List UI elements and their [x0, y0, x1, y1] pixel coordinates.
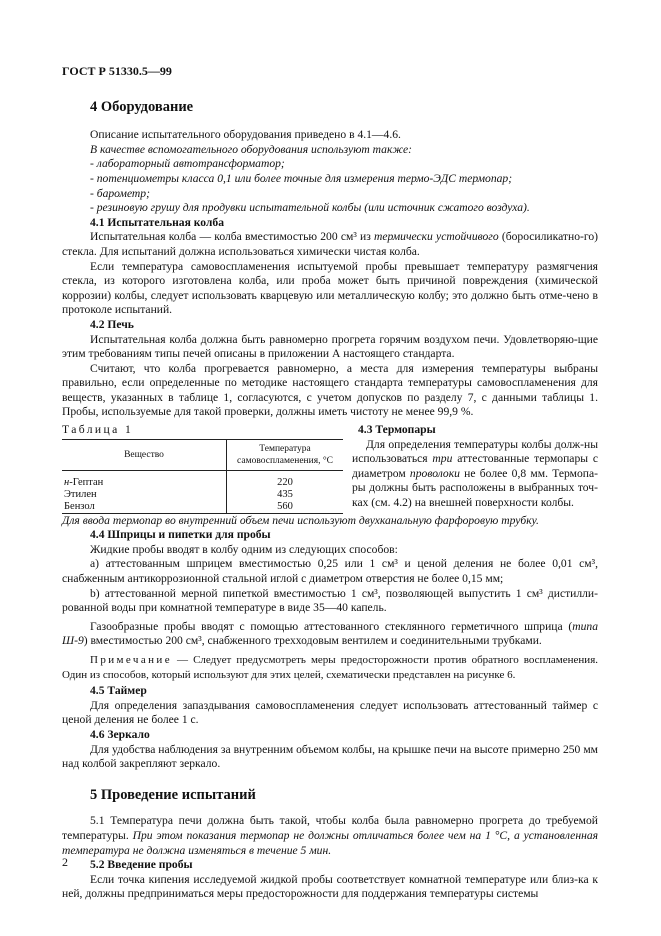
s41-para2: Если температура самовоспламенения испытуемой пробы превышает температуру размягчения стекла, из которого изготовлена колба, или проба может быть причиной повреждения (химической коррозии) колбы, следует использовать кварцевую или металлическую колбу; это должно быть отме-чено в протоколе испытаний. [62, 259, 598, 317]
table-row: н-Гептан 220 [62, 470, 343, 489]
document-header: ГОСТ Р 51330.5—99 [62, 64, 172, 78]
table-and-thermocouples [62, 423, 598, 514]
s44-para1: Жидкие пробы вводят в колбу одним из следующих способов: [90, 542, 398, 556]
s42-para1: Испытательная колба должна быть равномерно прогрета горячим воздухом печи. Удовлетворяю-щие этим требованиям типы печей описаны в приложении А настоящего стандарта. [62, 332, 598, 361]
note: Примечание — Следует предусмотреть меры предосторожности против обратного воспламенения. Один из способов, который используют для этих целей, схематически представлен на рисунке 6. [62, 654, 598, 681]
aux-item: - барометр; [90, 186, 150, 200]
s46-title: 4.6 Зеркало [90, 727, 150, 741]
s43-note: Для ввода термопар во внутренний объем печи используют двухканальную фарфоровую трубку. [62, 513, 539, 527]
s41-title: 4.1 Испытательная колба [90, 215, 225, 229]
aux-item: - резиновую грушу для продувки испытательной колбы (или источник сжатого воздуха). [90, 201, 530, 215]
s52-title: 5.2 Введение пробы [90, 858, 193, 872]
s44-para4: Газообразные пробы вводят с помощью аттестованного стеклянного герметичного шприца (типа Ш-9) вместимостью 200 см³, снабженного трехходовым вентилем и соединительными трубками. [62, 619, 598, 648]
table-block [62, 423, 352, 514]
table-header-substance: Вещество [62, 439, 227, 470]
s42-para2: Считают, что колба прогревается равномерно, а места для измерения температуры выбраны правильно, если определенные по методике настоящего стандарта температуры самовоспламенения для веществ, указанных в таблице 1, согласуются, с учетом допусков по разделу 7, с данными таблицы 1. Пробы, используемые для такой проверки, должны иметь чистоту не менее 99,9 %. [62, 361, 598, 419]
s43-para: Для определения температуры колбы долж-ны использоваться три аттестованные термопары с диаметром проволоки не более 0,8 мм. Термопа-ры должны быть расположены в выбранных точ-ках (см. 4.2) на внешней поверхности колбы. [352, 437, 599, 510]
s43-title: 4.3 Термопары [358, 423, 436, 437]
table-caption: Таблица 1 [62, 423, 134, 437]
sec4-intro: Описание испытательного оборудования приведено в 4.1—4.6. [90, 128, 401, 142]
table-header-temperature: Температура самовоспламенения, °С [227, 439, 344, 470]
table-row: Этилен 435 [62, 489, 343, 501]
s44-para2: а) аттестованным шприцем вместимостью 0,25 или 1 см³ и ценой деления не более 0,01 см³, снабженным антикоррозионной стальной иглой с диаметром отверстия не более 0,15 мм; [62, 557, 598, 586]
s45-title: 4.5 Таймер [90, 684, 147, 698]
autoignition-table [62, 439, 343, 514]
aux-item: - лабораторный автотрансформатор; [90, 157, 285, 171]
aux-intro: В качестве вспомогательного оборудования используют также: [90, 142, 413, 156]
aux-item: - потенциометры класса 0,1 или более точные для измерения термо-ЭДС термопар; [90, 171, 513, 185]
page-number: 2 [62, 855, 68, 869]
s43-block [352, 423, 598, 511]
p51: 5.1 Температура печи должна быть такой, чтобы колба была равномерно прогрета до требуемой температуры. При этом показания термопар не должны отличаться более чем на 1 °С, а установленная температура не должна изменяться в течение 5 мин. [62, 814, 599, 857]
s44-para3: b) аттестованной мерной пипеткой вместимостью 1 см³, позволяющей выпустить 1 см³ дистилли-рованной воды при комнатной температуре в виде 35—40 капель. [62, 586, 598, 615]
s44-title: 4.4 Шприцы и пипетки для пробы [90, 528, 271, 542]
p52: Если точка кипения исследуемой жидкой пробы соответствует комнатной температуре или близ-ка к ней, должны предприниматься меры предосторожности для поддержания температуры системы [62, 872, 598, 901]
document-page [62, 64, 598, 902]
s45-para: Для определения запаздывания самовоспламенения следует использовать аттестованный таймер с ценой деления не более 1 с. [62, 698, 598, 727]
section-4-title: 4 Оборудование [90, 98, 194, 115]
s46-para: Для удобства наблюдения за внутренним объемом колбы, на крышке печи на высоте примерно 250 мм над колбой закрепляют зеркало. [62, 742, 598, 771]
table-row: Бензол 560 [62, 501, 343, 514]
s41-para1: Испытательная колба — колба вместимостью 200 см³ из термически устойчивого (боросиликатно-го) стекла. Для испытаний должна использоваться химически чистая колба. [62, 230, 598, 258]
section-5-title: 5 Проведение испытаний [90, 786, 256, 803]
s42-title: 4.2 Печь [90, 317, 134, 331]
